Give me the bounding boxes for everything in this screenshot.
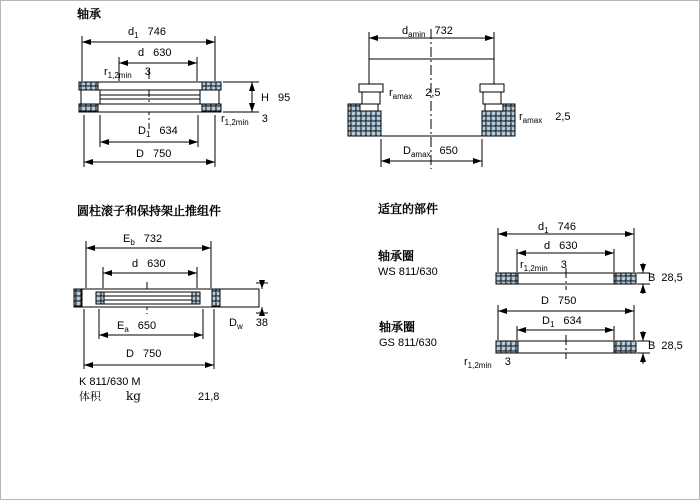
dim-damin-abutment: d amin 732: [402, 25, 453, 39]
dim-B-ws: B 28,5: [648, 272, 683, 284]
assembly-section-title: 圆柱滚子和保持架止推组件: [77, 204, 222, 218]
gs-washer-type-label: 轴承圈: [379, 320, 416, 334]
suitable-parts-title: 适宜的部件: [378, 202, 439, 216]
bearing-section-title: 轴承: [77, 7, 102, 21]
dim-d-ws: d 630: [544, 240, 578, 252]
dim-d-bearing: d 630: [138, 47, 172, 59]
dim-Damax-abutment: D amax 650: [403, 145, 458, 159]
mass-value: 21,8: [198, 391, 220, 403]
assembly-drawing: [74, 241, 268, 369]
dim-ramax-inner-abutment: r amax 2,5: [389, 87, 441, 101]
dim-r12min-top-bearing: r 1,2min 3: [104, 66, 151, 80]
dim-H-bearing: H 95: [261, 92, 291, 104]
gs-washer-drawing: [496, 305, 650, 364]
mass-label: 体积: [79, 391, 101, 403]
dim-r12min-gs: r 1,2min 3: [464, 356, 511, 370]
dim-D1-bearing: D 1 634: [138, 125, 178, 139]
dim-r12min-ws: r 1,2min 3: [520, 259, 567, 273]
dim-B-gs: B 28,5: [648, 340, 683, 352]
dim-d-assembly: d 630: [132, 258, 166, 270]
dim-Eb-assembly: E b 732: [123, 233, 163, 247]
dim-D-gs: D 750: [541, 295, 577, 307]
dim-Dw-assembly: D w 38: [229, 317, 268, 331]
mass-unit: kg: [126, 389, 141, 403]
dim-ramax-outer-abutment: r amax 2,5: [519, 111, 571, 125]
dim-D1-gs: D 1 634: [542, 315, 582, 329]
dim-d1-bearing: d 1 746: [128, 26, 166, 40]
dim-d1-ws: d 1 746: [538, 221, 576, 235]
ws-washer-type-label: 轴承圈: [378, 249, 415, 263]
dim-r12min-side-bearing: r 1,2min 3: [221, 113, 268, 127]
dim-D-assembly: D 750: [126, 348, 162, 360]
dim-D-bearing: D 750: [136, 148, 172, 160]
ws-washer-designation: WS 811/630: [378, 266, 438, 278]
gs-washer-designation: GS 811/630: [379, 337, 437, 349]
dim-Ea-assembly: E a 650: [117, 320, 157, 334]
assembly-designation: K 811/630 M: [79, 376, 141, 388]
